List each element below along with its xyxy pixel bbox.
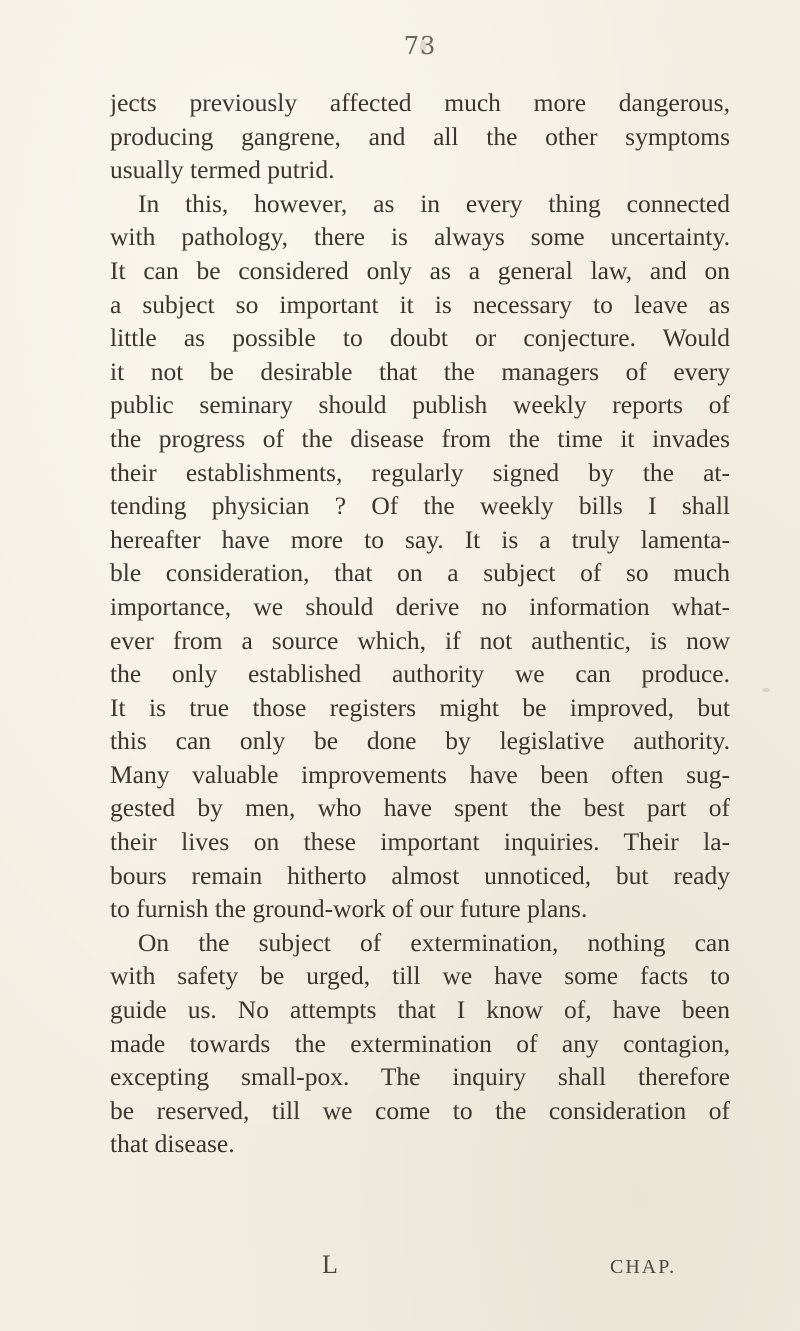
text-line: be reserved, till we come to the consideration of (110, 1095, 730, 1125)
text-line: guide us. No attempts that I know of, have been (110, 995, 730, 1025)
text-line: with pathology, there is always some uncertainty. (110, 222, 730, 252)
page-body-text (110, 86, 730, 1161)
text-line: their lives on these important inquiries. Their la- (110, 827, 730, 857)
text-line: this can only be done by legislative authority. (110, 726, 730, 756)
text-line: bours remain hitherto almost unnoticed, but ready (110, 860, 730, 890)
text-line: It can be considered only as a general law, and on (110, 255, 730, 285)
text-line: made towards the extermination of any contagion, (110, 1028, 730, 1058)
paragraph-start-line: On the subject of extermination, nothing can (138, 927, 730, 957)
catchword: CHAP. (610, 1256, 677, 1278)
paragraph-start-line: In this, however, as in every thing connected (138, 188, 730, 218)
text-line: with safety be urged, till we have some facts to (110, 961, 730, 991)
text-line: It is true those registers might be improved, but (110, 692, 730, 722)
text-line: little as possible to doubt or conjecture. Would (110, 323, 730, 353)
text-line: it not be desirable that the managers of every (110, 356, 730, 386)
text-line: usually termed putrid. (110, 155, 335, 185)
ink-smudge (762, 688, 770, 692)
text-line: the progress of the disease from the time it invades (110, 423, 730, 453)
text-line: gested by men, who have spent the best part of (110, 793, 730, 823)
text-line: a subject so important it is necessary to leave as (110, 289, 730, 319)
page-footer (0, 1250, 800, 1290)
text-line: jects previously affected much more dangerous, (110, 88, 730, 117)
text-line: importance, we should derive no information what- (110, 591, 730, 621)
text-line: public seminary should publish weekly reports of (110, 390, 730, 420)
text-line: the only established authority we can produce. (110, 659, 730, 689)
text-line: their establishments, regularly signed by the at- (110, 457, 730, 487)
text-line: ever from a source which, if not authentic, is now (110, 625, 730, 655)
text-line: that disease. (110, 1129, 235, 1159)
text-line: ble consideration, that on a subject of so much (110, 558, 730, 588)
page-number: 73 (403, 32, 437, 60)
text-line: producing gangrene, and all the other symptoms (110, 121, 730, 151)
text-line: hereafter have more to say. It is a truly lamenta- (110, 524, 730, 554)
text-line: Many valuable improvements have been often sug- (110, 759, 730, 789)
text-line: excepting small-pox. The inquiry shall therefore (110, 1062, 730, 1092)
signature-mark: L (322, 1250, 338, 1279)
text-line: to furnish the ground-work of our future plans. (110, 894, 588, 924)
text-line: tending physician ? Of the weekly bills I shall (110, 491, 730, 521)
